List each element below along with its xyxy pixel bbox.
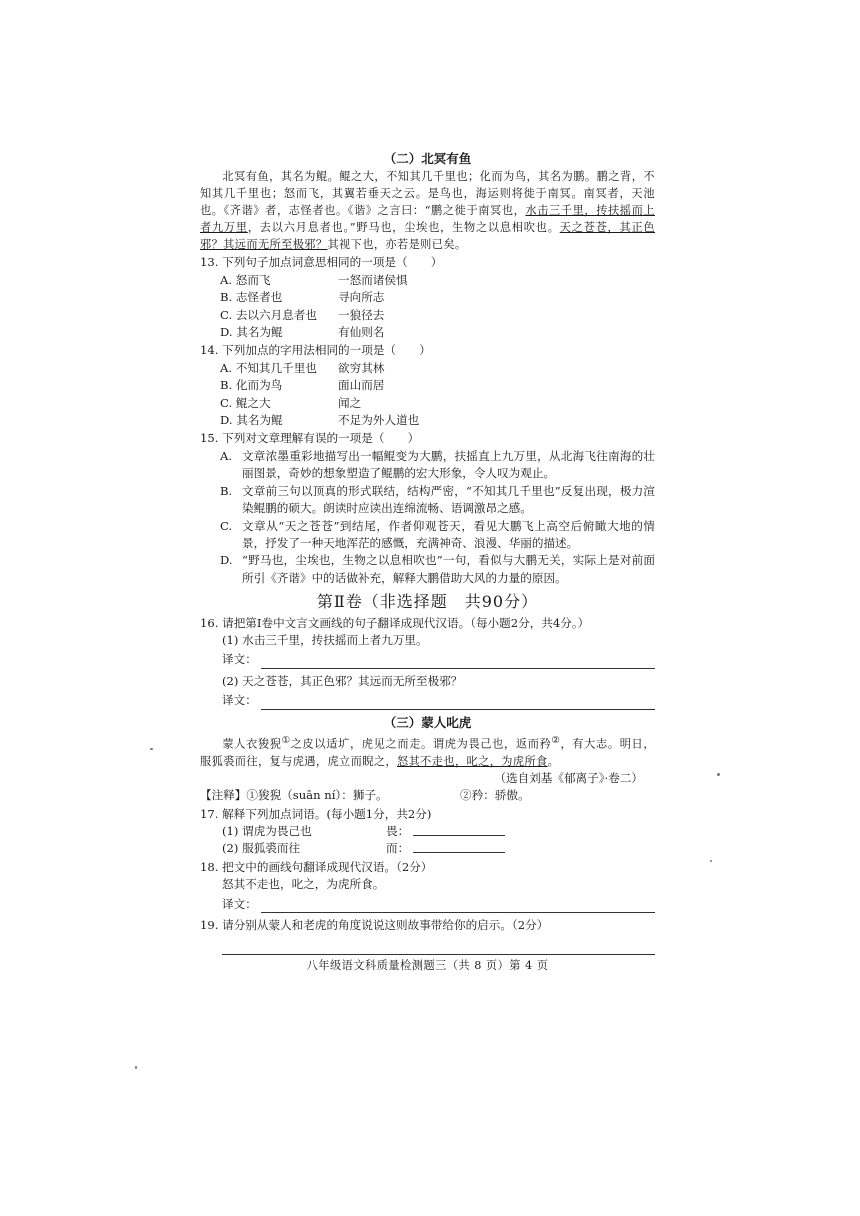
question-stem: 19. 请分别从蒙人和老虎的角度说说这则故事带给你的启示。（2分）: [200, 917, 549, 932]
passage-beiming: 北冥有鱼，其名为鲲。鲲之大，不知其几千里也；化而为鸟，其名为鹏。鹏之背，不知其几千里也；怒而飞，其翼若垂天之云。是鸟也，海运则将徙于南冥。南冥者，天池也。《齐谐》者，志怪者也。《谐》之言曰：“鹏之徙于南冥也，水击三千里，抟扶摇而上者九万里，去以六月息者也。”野马也，尘埃也，生物之以息相吹也。天之苍苍，其正色邪？其远而无所至极邪？其视下也，亦若是则已矣。: [200, 170, 655, 252]
source-citation: （选自刘基《郁离子》·卷二）: [494, 770, 643, 785]
option-c: C. 文章从“天之苍苍”到结尾，作者仰观苍天，看见大鹏飞上高空后俯瞰大地的情景，抒发了一种天地浑茫的感慨，充满神奇、浪漫、华丽的描述。: [220, 518, 655, 550]
annotation: 【注释】①狻猊（suān ní）：狮子。 ②矜：骄傲。: [200, 788, 530, 803]
passage-mengren: 蒙人衣狻猊①之皮以适圹，虎见之而走。谓虎为畏己也，返而矜②，有大志。明日，服狐裘而往，复与虎遇，虎立而睨之，怒其不走也，叱之，为虎所食。: [200, 734, 655, 768]
question-stem: 13. 下列句子加点词意思相同的一项是（ ）: [200, 255, 443, 270]
scan-speck: [717, 773, 720, 776]
question-15: [200, 430, 655, 587]
question-stem: 18. 把文中的画线句翻译成现代汉语。（2分）: [200, 859, 433, 874]
question-18: [200, 859, 655, 913]
sentence: 怒其不走也，叱之，为虎所食。: [222, 877, 385, 892]
question-19: [200, 917, 655, 955]
option-a: A. 文章浓墨重彩地描写出一幅鲲变为大鹏，扶摇直上九万里，从北海飞往南海的壮丽图景，奇妙的想象塑造了鲲鹏的宏大形象，令人叹为观止。: [220, 448, 655, 481]
answer-blank[interactable]: [413, 840, 505, 853]
question-13: [200, 254, 655, 341]
question-stem: 16. 请把第Ⅰ卷中文言文画线的句子翻译成现代汉语。（每小题2分，共4分。）: [200, 615, 590, 630]
sentence-1: (1) 水击三千里，抟扶摇而上者九万里。: [222, 632, 428, 647]
underlined-sentence-1: 水击三千里，抟扶摇而上者九万里: [200, 204, 655, 235]
scan-speck: [135, 1066, 137, 1069]
option-d: D. 其名为鲲 有仙则名: [220, 325, 385, 340]
underlined-sentence-2: 天之苍苍，其正色邪？其远而无所至极邪？: [200, 221, 655, 252]
option-c: C. 鲲之大 闻之: [220, 395, 362, 410]
option-b: B. 志怪者也 寻向所志: [220, 290, 385, 305]
option-d: D. 其名为鲲 不足为外人道也: [220, 413, 420, 428]
option-d: D. “野马也，尘埃也，生物之以息相吹也”一句，看似与大鹏无关，实际上是对前面所引《齐谐》中的话做补充，解释大鹏借助大风的力量的原因。: [220, 553, 655, 585]
scan-speck: [710, 860, 712, 862]
section-title-mengren: （三）蒙人叱虎: [383, 714, 472, 730]
option-b: B. 化而为鸟 面山而居: [220, 378, 385, 393]
question-stem: 14. 下列加点的字用法相同的一项是（ ）: [200, 343, 431, 358]
page-footer: 八年级语文科质量检测题三（共 8 页）第 4 页: [306, 959, 549, 972]
section-title-beiming: （二）北冥有鱼: [383, 151, 472, 166]
option-a: A. 怒而飞 一怒而诸侯惧: [220, 272, 408, 287]
option-a: A. 不知其几千里也 欲穷其林: [220, 360, 385, 375]
option-c: C. 去以六月息者也 一狼径去: [220, 307, 385, 322]
answer-blank[interactable]: [413, 823, 505, 836]
underlined-sentence-3: 怒其不走也，叱之，为虎所食: [397, 754, 548, 768]
question-stem: 17. 解释下列加点词语。(每小题1分，共2分): [200, 806, 432, 821]
answer-line-1[interactable]: 译文：: [200, 651, 655, 668]
exam-page: [200, 150, 655, 955]
volume-2-heading: 第Ⅱ卷（非选择题 共90分）: [316, 592, 539, 612]
sentence-2: (2) 天之苍苍，其正色邪？其远而无所至极邪？: [222, 673, 463, 688]
answer-line[interactable]: [222, 938, 655, 955]
option-b: B. 文章前三句以顶真的形式联结，结构严密，“不知其几千里也”反复出现，极力渲染鲲鹏的硕大。朗读时应读出连绵流畅、语调激昂之感。: [220, 483, 655, 516]
word-item-2: (2) 服狐裘而往 而：: [200, 840, 655, 857]
question-17: [200, 806, 655, 858]
scan-speck: [150, 748, 153, 750]
question-16: [200, 615, 655, 710]
answer-line-2[interactable]: 译文：: [200, 692, 655, 709]
question-stem: 15. 下列对文章理解有误的一项是（ ）: [200, 431, 420, 446]
question-14: [200, 342, 655, 429]
answer-line[interactable]: 译文：: [200, 896, 655, 913]
word-item-1: (1) 谓虎为畏己也 畏：: [200, 823, 655, 840]
